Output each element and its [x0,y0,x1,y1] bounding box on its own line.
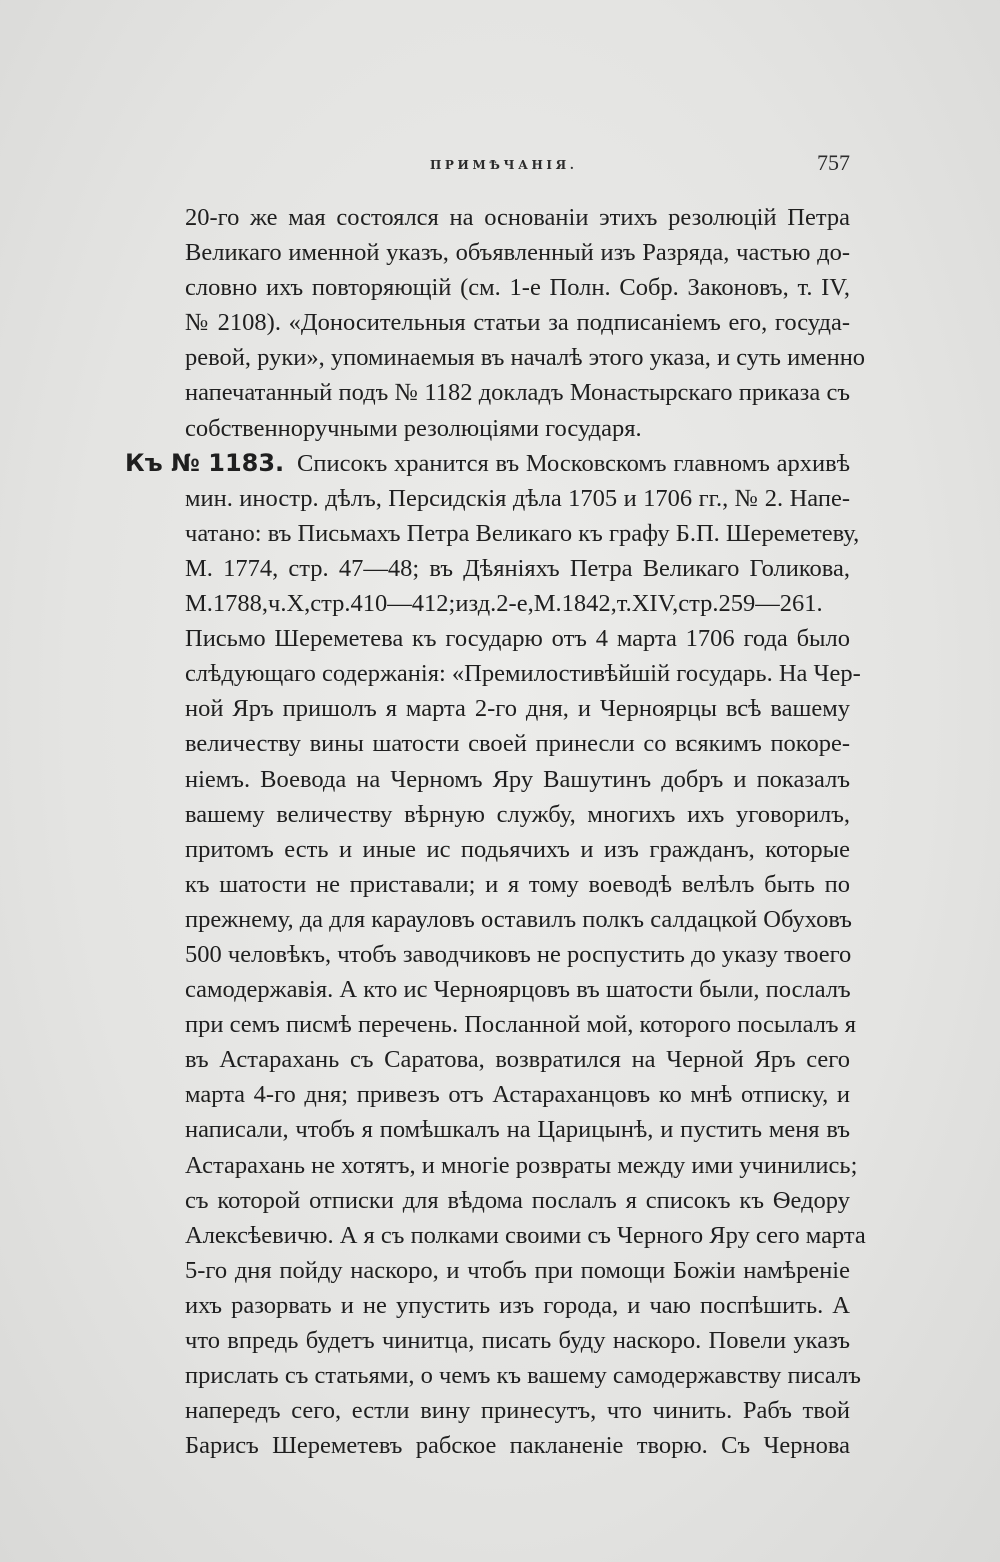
text-line: Письмо Шереметева къ государю отъ 4 марта 1706 года было [185,625,850,653]
text-line: М. 1774, стр. 47—48; въ Дѣяніяхъ Петра Великаго Голикова, [185,554,850,582]
main-text [125,200,866,1463]
text-line: словно ихъ повторяющій (см. 1-е Полн. Собр. Законовъ, т. IV, [185,274,850,302]
text-line: къ шатости не приставали; и я тому воеводѣ велѣлъ быть по [185,870,850,898]
page-number: 757 [817,150,850,175]
entry-label: Къ № 1183. [125,448,285,477]
paragraph-1 [185,200,866,446]
text-line: Алексѣевичю. А я съ полками своими съ Черного Яру сего марта [185,1221,866,1249]
text-line: Великаго именной указъ, объявленный изъ Разряда, частью до- [185,239,850,267]
text-line: притомъ есть и иные ис подьячихъ и изъ гражданъ, которые [185,835,850,863]
text-line: ніемъ. Воевода на Черномъ Яру Вашутинъ добръ и показалъ [185,765,850,793]
text-line: прежнему, да для карауловъ оставилъ полкъ салдацкой Обуховъ [185,905,852,933]
text-line: съ которой отписки для вѣдома послалъ я списокъ къ Ѳедору [185,1186,850,1214]
text-line: 500 человѣкъ, чтобъ заводчиковъ не роспустить до указу твоего [185,940,852,968]
text-line: напечатанный подъ № 1182 докладъ Монастырскаго приказа съ [185,379,850,407]
text-line: величеству вины шатости своей принесли со всякимъ покоре- [185,730,850,758]
text-line: № 2108). «Доносительныя статьи за подписаніемъ его, госуда- [185,309,850,337]
text-line: самодержавія. А кто ис Черноярцовъ въ шатости были, послалъ [185,976,851,1004]
text-line: написали, чтобъ я помѣшкалъ на Царицынѣ, и пустить меня въ [185,1116,850,1144]
text-line: Списокъ хранится въ Московскомъ главномъ архивѣ [297,449,850,477]
text-line: вашему величеству вѣрную службу, многихъ ихъ уговорилъ, [185,800,850,828]
text-line: 5-го дня пойду наскоро, и чтобъ при помощи Божіи намѣреніе [185,1256,850,1284]
text-line: что впредь будетъ чинитца, писать буду наскоро. Повели указъ [185,1327,850,1354]
text-line: слѣдующаго содержанія: «Премилостивѣйшій государь. На Чер- [185,660,861,688]
entry-1183 [125,446,866,1464]
text-line: Астарахань не хотятъ, и многіе розвраты между ими учинились; [185,1151,858,1179]
text-line: ревой, руки», упоминаемыя въ началѣ этого указа, и суть именно [185,344,866,372]
text-line: ной Яръ пришолъ я марта 2-го дня, и Черноярцы всѣ вашему [185,695,850,723]
text-line: прислать съ статьями, о чемъ къ вашему самодержавству писалъ [185,1362,861,1390]
text-line: напередъ сего, естли вину принесутъ, что чинить. Рабъ твой [185,1397,850,1425]
entry-first-line [125,446,850,481]
text-line: чатано: въ Письмахъ Петра Великаго къ графу Б.П. Шереметеву, [185,519,860,547]
text-line: собственноручными резолюціями государя. [185,414,642,442]
text-line: при семъ писмѣ перечень. Посланной мой, которого посылалъ я [185,1011,856,1039]
running-head [185,150,850,180]
text-line: 20-го же мая состоялся на основаніи этихъ резолюцій Петра [185,204,850,231]
text-line: марта 4-го дня; привезъ отъ Астараханцовъ ко мнѣ отписку, и [185,1081,850,1109]
text-line: Барисъ Шереметевъ рабское пакланеніе творю. Съ Чернова [185,1432,850,1460]
section-title: ПРИМѢЧАНІЯ. [430,158,578,172]
text-line: въ Астарахань съ Саратова, возвратился на Черной Яръ сего [185,1046,850,1074]
text-line: мин. иностр. дѣлъ, Персидскія дѣла 1705 и 1706 гг., № 2. Напе- [185,484,850,512]
text-line: ихъ разорвать и не упустить изъ города, и чаю поспѣшить. А [185,1291,850,1319]
text-line: М.1788,ч.X,стр.410—412;изд.2-е,М.1842,т.XIV,стр.259—261. [185,590,823,618]
